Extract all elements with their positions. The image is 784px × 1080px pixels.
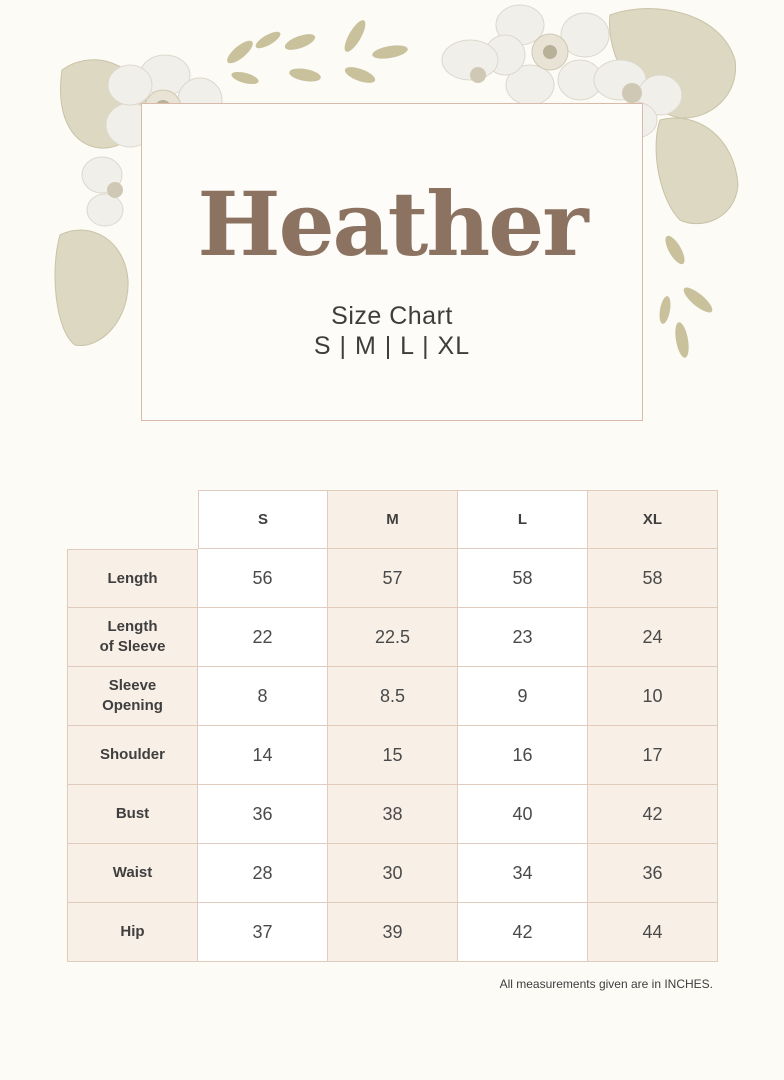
table-cell: 44	[588, 903, 718, 962]
table-cell: 42	[458, 903, 588, 962]
table-cell: 40	[458, 785, 588, 844]
table-cell: 38	[328, 785, 458, 844]
row-label: Length	[67, 549, 198, 608]
table-cell: 8.5	[328, 667, 458, 726]
column-header-xl: XL	[588, 490, 718, 549]
table-cell: 15	[328, 726, 458, 785]
table-cell: 17	[588, 726, 718, 785]
table-cell: 10	[588, 667, 718, 726]
table-cell: 37	[198, 903, 328, 962]
table-cell: 22	[198, 608, 328, 667]
row-label: Length of Sleeve	[67, 608, 198, 667]
table-cell: 30	[328, 844, 458, 903]
sprig-icon	[224, 17, 409, 86]
measurement-note: All measurements given are in INCHES.	[499, 977, 713, 991]
brand-title: Heather	[197, 172, 587, 276]
column-header-l: L	[458, 490, 588, 549]
column-header-m: M	[328, 490, 458, 549]
table-cell: 34	[458, 844, 588, 903]
monstera-leaf-icon	[55, 60, 146, 346]
table-cell: 39	[328, 903, 458, 962]
table-cell: 24	[588, 608, 718, 667]
table-cell: 22.5	[328, 608, 458, 667]
page-subtitle: Size Chart	[331, 302, 453, 330]
column-header-s: S	[198, 490, 328, 549]
table-cell: 28	[198, 844, 328, 903]
row-label: Waist	[67, 844, 198, 903]
table-cell: 56	[198, 549, 328, 608]
table-cell: 36	[588, 844, 718, 903]
table-cell: 9	[458, 667, 588, 726]
row-label: Hip	[67, 903, 198, 962]
table-cell: 16	[458, 726, 588, 785]
table-cell: 8	[198, 667, 328, 726]
row-label: Bust	[67, 785, 198, 844]
table-cell: 58	[588, 549, 718, 608]
table-cell: 57	[328, 549, 458, 608]
size-list: S | M | L | XL	[313, 332, 471, 360]
sprig-icon	[658, 233, 716, 359]
row-label: Shoulder	[67, 726, 198, 785]
title-card	[141, 103, 643, 421]
table-cell: 14	[198, 726, 328, 785]
size-table	[67, 490, 719, 962]
table-cell: 23	[458, 608, 588, 667]
row-label: Sleeve Opening	[67, 667, 198, 726]
table-cell: 58	[458, 549, 588, 608]
table-cell: 36	[198, 785, 328, 844]
table-cell: 42	[588, 785, 718, 844]
